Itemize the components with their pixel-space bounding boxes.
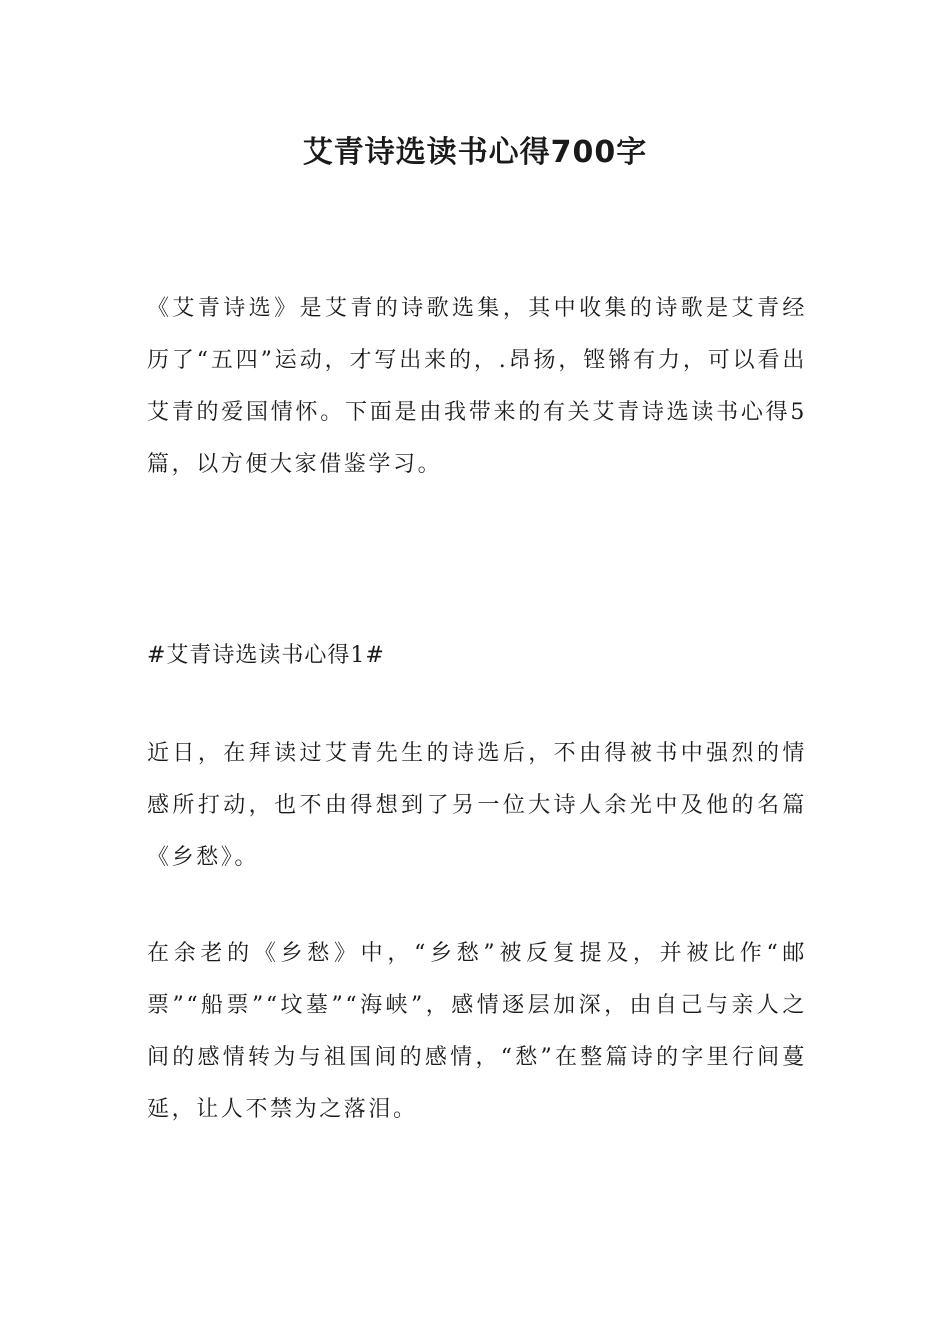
- body-paragraph-1: 近日，在拜读过艾青先生的诗选后，不由得被书中强烈的情感所打动，也不由得想到了另一位大诗人余光中及他的名篇《乡愁》。: [147, 741, 807, 870]
- section-heading: #艾青诗选读书心得1#: [147, 643, 385, 668]
- intro-paragraph: 《艾青诗选》是艾青的诗歌选集，其中收集的诗歌是艾青经历了“五四”运动，才写出来的，.昂扬，铿锵有力，可以看出艾青的爱国情怀。下面是由我带来的有关艾青诗选读书心得5篇，以方便大家借鉴学习。: [147, 296, 807, 477]
- document-title: 艾青诗选读书心得700字: [302, 135, 648, 170]
- body-paragraph-2: 在余老的《乡愁》中，“乡愁”被反复提及，并被比作“邮票”“船票”“坟墓”“海峡”，感情逐层加深，由自己与亲人之间的感情转为与祖国间的感情，“愁”在整篇诗的字里行间蔓延，让人不禁为之落泪。: [147, 941, 807, 1122]
